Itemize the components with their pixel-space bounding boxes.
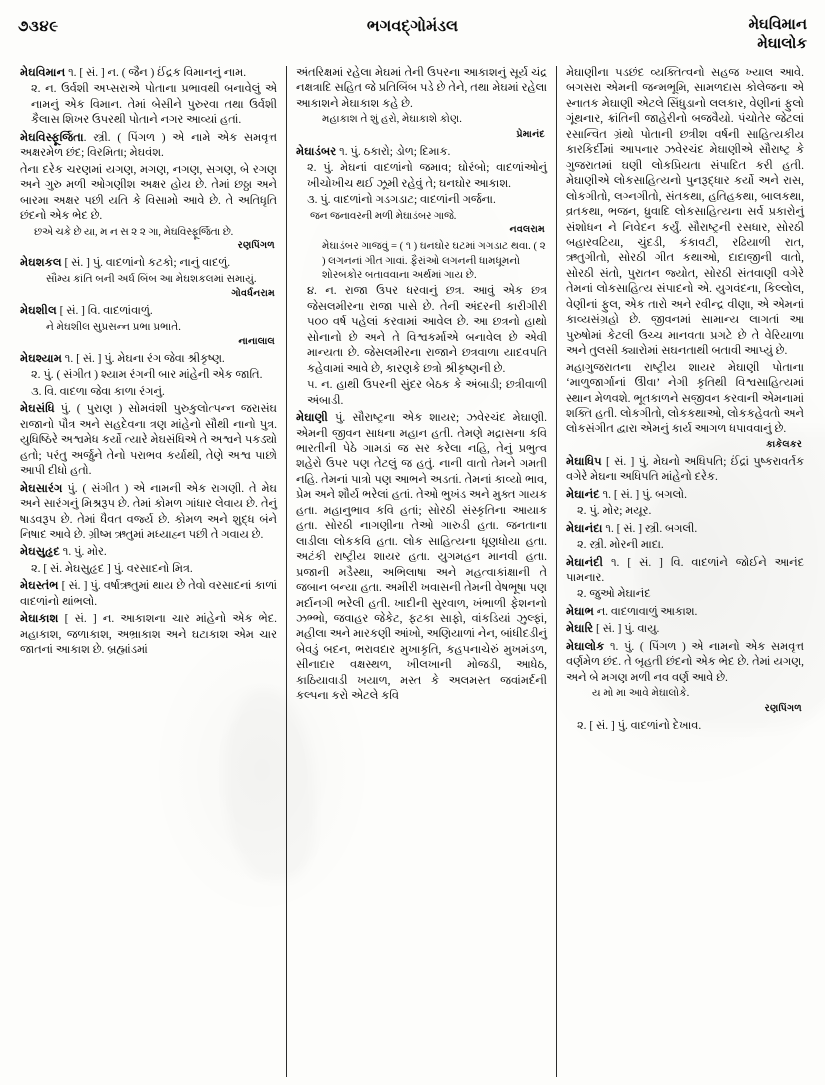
text-column-right: [556, 66, 813, 1077]
running-head: [748, 16, 807, 54]
citation-attribution: નવલરામ: [509, 224, 545, 236]
headword: મેઘાનંદ: [566, 488, 600, 501]
dictionary-entry: [566, 622, 804, 637]
entry-sense: ૨. સ્ત્રી. મોરની માદા.: [577, 539, 664, 552]
dictionary-entry: [20, 545, 277, 577]
dictionary-entry: [20, 482, 277, 544]
entry-headword-line: મેઘશીલ [ સં. ] વિ. વાદળાંવાળું.: [20, 305, 153, 318]
citation-attribution: પ્રેમાનંદ: [516, 128, 545, 140]
entry-headword-line: મેઘાણી પું. સૌરાષ્ટ્રના એક શાયર; ઝવેરચંદ મેઘાણી. એમની જીવન સાધના મહાન હતી. તેમણે મદ્રાસના કવિ ભારતીની પેઠે ગામડાં જ સર કરેલા નહિ, તેનું પ્રભુત્વ શહેરો ઉપર પણ તેટલું જ હતું. નાની વાતો તેમને ગમતી નહિ. તેમનાં પાત્રો પણ આભને અડતાં. તેમનાં કાવ્યો ભાવ, પ્રેમ અને શૌર્ય ભરેલાં હતાં. તેઓ ભુખંડ અને મુક્ત ગાયક હતા. મહાનુભાવ કવિ હતાં; સોરઠી સંસ્કૃતિના આયાક હતા. સોરઠી નાગણીના તેઓ ગારુડી હતા. જનતાના લાડીલા લોકકવિ હતા. લોક સાહિત્યના ધૂણધોયા હતા. અટંકી રાષ્ટ્રીય શાયર હતા. યુગમહન માનવી હતા. પ્રજાની મડૈસ્થા, અભિલાષા અને મહત્વાકાંક્ષાની તે જબાન બન્યા હતા. અમીરી ખવાસની તેમની વેષભૂષા પણ મર્દાનગી ભરેલી હતી. ખાદીની સુરવાળ, ખંભાળી ફેશનનો ઝભ્ભો, જવાહર જેકેટ, ફટકા સાફો, વાંકડિયાં ઝુલ્ફાં, મહીલા અને મારકણી આંખો, અણિયાળાં નેન, બાંધીદડીનું બેવડું બદન, ભરાવદાર મુખાકૃતિ, કહપનાચેરું મુખમંડળ, સીનાદાર વક્ષસ્થળ, ખીલખાની મોજડી, આધેઠ, કાઠિયાવાડી ખયાળ, મસ્ત કે અલમસ્ત જવાંમર્દની કલ્પના કરો એટલે કવિ: [296, 412, 547, 703]
entry-headword-line: મેઘવિમાન ૧. [ સં. ] ન. ( જૈન ) ઈંદ્રક વિમાનનું નામ.: [20, 67, 247, 79]
entry-headword-line: મેઘાધિપ [ સં. ] પું. મેઘનો અધિપતિ; ઈંદ્રાં પુષ્કરાવર્તક વગેરે મેઘના અધિપતિ માંહેનો દરેક.: [566, 455, 804, 484]
running-head-first-entry: મેઘવિમાન: [748, 17, 807, 33]
entry-headword-line: મેઘાનંદી ૧. [ સં. ] વિ. વાદળાંને જોઈને આનંદ પામનાર.: [566, 556, 804, 585]
dictionary-entry: [20, 131, 277, 254]
page-header: [0, 18, 825, 70]
entry-sense: ૫. ન. હાથી ઉપરની સુંદર બેઠક કે અંબાડી; છત્રીવાળી અંબાડી.: [307, 379, 547, 407]
dictionary-entry: [20, 612, 277, 658]
entry-headword-line: મેઘસારંગ પું. ( સંગીત ) એ નામની એક રાગણી. તે મેઘ અને સારંગનું મિશ્રરૂપ છે. તેમાં કોમળ ગાંધાર લેવાય છે. તેનું ષાડવરૂપ છે. તેમાં ધૈવત વર્જ્ય છે. કોમળ અને શુદ્ધ બંને નિષાદ આવે છે. ગ્રીષ્મ ઋતુમાં મધ્યાહ્ન પછી તે ગવાય છે.: [20, 482, 277, 541]
entry-sense: ૨. [ સં. મેઘસુહૃદ ] પું. વરસાદનો મિત્ર.: [31, 562, 193, 575]
dictionary-entry: [20, 579, 277, 610]
entry-sense: ૨. પું. મેઘનાં વાદળાંનો જમાવ; ઘોરંબો; વાદળાંઓનું ખીચોખીચ થઈ ઝૂમી રહેવું તે; ઘનઘોર આકાશ.: [307, 162, 547, 190]
citation-attribution: રણપિંગળ: [237, 240, 275, 252]
entry-headword-line: મેઘવિસ્ફૂર્જિતા. સ્ત્રી. ( પિંગળ ) એ નામે એક સમવૃત્ત અક્ષરમેળ છંદ; વિરમિતા; મેઘવંશ.: [20, 131, 277, 160]
headword: મેઘશકલ: [20, 257, 62, 270]
headword: મેઘાકાશ: [20, 613, 59, 626]
citation-attribution: નાનાલાલ: [238, 336, 275, 348]
entry-continuation: મેઘાણીના પડછંદ વ્યક્તિત્વનો સહજ ખ્યાલ આવે. બગસરા એમની જન્મભૂમિ, સામળદાસ કોલેજના એ સ્નાતક મેઘાણી એટલે સિંધુડાનો લલકાર, વેણીનાં ફુલો ગૂંથનાર, ક્રાંતિની જાહેરીનો બજવૈયો. પંચોતેર જેટલાં રસાન્વિત ગ્રંથો પોતાની છત્રીશ વર્ષની સાહિત્યકીય કારકિર્દીમાં આપનાર ઝવેરચંદ મેઘાણીએ સૌરાષ્ટ્ર કે ગુજરાતમાં ઘણી લોકપ્રિયતા સંપાદિત કરી હતી. મેઘાણીએ લોકસાહિત્યનો પુનરૂદ્ધાર કર્યો અને રાસ, લોકગીતો, લગ્નગીતો, સંતકથા, હતિહકથા, બાલકથા, વ્રતકથા, ભજન, ધ્રુવાદિ લોકસાહિત્યના સર્વ પ્રકારોનું સંશોધન ને નિવેદન કર્યું. સૌરાષ્ટ્રની રસધાર, સોરઠી બહારવટિયા, ચુંદડી, કંકાવટી, રઢિયાળી રાત, ઋતુગીતો, સોરઠી ગીત કથાઓ, દાદાજીની વાતો, સોરઠી સંતો, પુરાતન જ્યોત, સોરઠી સંતવાણી વગેરે તેમનાં લોકસાહિત્ય સંપાદનો એ. યુગવંદના, કિલ્લોલ, વેણીનાં ફુલ, એક તારો અને રવીન્દ્ર વીણા, એ એમનાં કાવ્યસંગ્રહો છે. જીવનમાં સામાન્ય લાગતાં આ પુરુષોમાં કેટલી ઉચ્ચ માનવતા પ્રગટે છે તે વેરિયાળા અને તુલસી ક્યારોમાં સઘનતાથી બતાવી આપ્યું છે.: [566, 67, 804, 358]
dictionary-entry: [566, 522, 804, 554]
dictionary-entry: [20, 304, 277, 349]
entry-headword-line: મેઘાડંબર ૧. પું. ઠકારો; ડોળ; દિમાક.: [296, 145, 451, 158]
dictionary-entry: [20, 256, 277, 301]
text-column-middle: [286, 66, 556, 1077]
entry-continuation: અંતરિક્ષમાં રહેલા મેઘમાં તેની ઉપરના આકાશનું સૂર્ય ચંદ્ર નક્ષત્રાદિ સહિત જે પ્રતિબિંબ પડે છે તેને, તથા મેઘમાં રહેલા આકાશને મેઘાકાશ કહે છે.: [296, 67, 547, 110]
dictionary-entry: [566, 66, 804, 452]
entry-continuation: તેના દરેક ચરણમાં યગણ, મગણ, નગણ, સગણ, બે રગણ અને ગુરુ મળી ઓગણીશ અક્ષર હોય છે. તેમાં છઠ્ઠા અને બારમા અક્ષર પછી યતિ કે વિસામો આવે છે. તે અતિધૃતિ છંદનો એક ભેદ છે.: [20, 163, 277, 223]
entry-headword-line: મેઘાલોક ૧. પું. ( પિંગળ ) એ નામનો એક સમવૃત્ત વર્ણમેળ છંદ. તે બૃહતી છંદનો એક ભેદ છે. તેમાં યગણ, અને બે મગણ મળી નવ વર્ણ આવે છે.: [566, 640, 804, 684]
entry-citation: છએ ચકે છે યા, મ ન સ ૨ ૨ ગા, મેઘવિસ્ફૂર્જિતા છે.: [34, 226, 234, 238]
headword: મેઘશ્યામ: [20, 353, 62, 366]
headword: મેઘાણી: [296, 412, 328, 425]
text-column-left: [14, 66, 286, 1077]
headword: મેઘાલોક: [566, 640, 605, 653]
citation-attribution: કાકેલકર: [766, 438, 802, 450]
entry-headword-line: મેઘશકલ [ સં. ] પું. વાદળાંનો કટકો; નાનું વાદળું.: [20, 257, 231, 270]
dictionary-entry: [566, 605, 804, 620]
entry-sense: ૨. [ સં. ] પું. વાદળાંનો દેખાવ.: [577, 719, 702, 732]
entry-sense: ૩. વિ. વાદળા જેવા કાળા રંગનું.: [31, 385, 165, 398]
entry-sense: ૨. પું. મોર; મયૂર.: [577, 505, 652, 518]
entry-sense: ૨. ન. ઉર્વશી અપ્સરાએ પોતાના પ્રભાવથી બનાવેલું એ નામનું એક વિમાન. તેમાં બેસીને પુરુરવા તથા ઉર્વશી કૈલાસ શિખર ઉપરથી પોતાને નગર આવ્યાં હતાં.: [31, 83, 277, 127]
entry-citation: મેઘાડંબર ગાજવું = ( ૧ ) ઘનઘોર ઘટમાં ગગડાટ થવા. ( ૨ ) લગનનાં ગીત ગાવાં. ફૈરાંઓ લગનની ધામધૂમનો શોરબકોર બતાવવાના અર્થમાં ગાય છે.: [322, 241, 546, 282]
entry-headword-line: મેઘસ્તંભ [ સં. ] પું. વર્ષાઋતુમાં થાય છે તેવો વરસાદનાં કાળાં વાદળાંનો થાંભલો.: [20, 580, 277, 608]
headword: મેઘાડંબર: [296, 145, 337, 158]
book-title: ભગવદ્ગોમંડલ: [366, 18, 459, 35]
entry-citation: ય મો મા આવે મેઘાલોકે.: [592, 688, 690, 700]
entry-headword-line: મેઘાનંદ ૧. [ સં. ] પું. બગલો.: [566, 488, 687, 501]
headword: મેઘશીલ: [20, 305, 57, 318]
entry-citation: ને મેઘશીલ સુપ્રસન્ન પ્રભા પ્રભાતે.: [46, 321, 181, 333]
dictionary-entry: [296, 145, 547, 409]
headword: મેઘસ્તંભ: [20, 580, 59, 593]
entry-sense: ૨. જુઓ મેઘાનંદ: [577, 588, 651, 601]
dictionary-entry: [566, 640, 804, 734]
dictionary-entry: [20, 352, 277, 400]
headword: મેઘવિસ્ફૂર્જિતા: [20, 131, 84, 144]
entry-headword-line: મેઘશ્યામ ૧. [ સં. ] પું. મેઘના રંગ જેવા શ્રીકૃષ્ણ.: [20, 353, 225, 366]
headword: મેઘારિ: [566, 623, 594, 636]
entry-citation: મહાકાશ તે શું હરો, મેઘાકાશે કોણ.: [322, 114, 462, 126]
dictionary-entry: [296, 66, 547, 142]
headword: મેઘાનંદી: [566, 556, 603, 569]
column-container: [14, 66, 813, 1077]
dictionary-entry: [296, 411, 547, 705]
page-number: ૭૩૪૯: [18, 19, 59, 35]
dictionary-entry: [566, 455, 804, 486]
entry-headword-line: મેઘાનંદા ૧. [ સં. ] સ્ત્રી. બગલી.: [566, 522, 698, 535]
entry-sense: ૪. ન. રાજા ઉપર ધરવાનું છત્ર. આવું એક છત્ર જેસલમીરના રાજા પાસે છે. તેની અંદરની કારીગીરી ૫૦૦ વર્ષ પહેલાં કરવામાં આવેલ છે. આ છત્રનો હાથો સોનાનો છે અને તે વિશ્વકર્માએ બનાવેલ છે એવી માન્યતા છે. જેસલમીરના રાજાને છત્રવાળા યાદવપતિ કહેવામાં આવે છે, કારણકે છત્રો શ્રીકૃષ્ણની છે.: [307, 285, 547, 375]
dictionary-entry: [20, 402, 277, 479]
running-head-last-entry: મેઘાલોક: [757, 36, 807, 53]
dictionary-entry: [20, 66, 277, 129]
dictionary-entry: [566, 556, 804, 603]
headword: મેઘાધિપ: [566, 455, 602, 468]
entry-headword-line: મેઘારિ [ સં. ] પું. વાયુ.: [566, 623, 660, 636]
entry-headword-line: મેઘાભ ન. વાદળાવાળું આકાશ.: [566, 605, 698, 618]
headword: મેઘાભ: [566, 605, 594, 618]
citation-attribution: ગોવર્ધનરામ: [231, 288, 275, 300]
headword: મેઘવિમાન: [20, 67, 66, 79]
entry-citation: સૌમ્ય કાંતિ બની અર્ધ બિંબ આ મેઘશકલમાં સમાયું.: [46, 273, 257, 285]
entry-headword-line: મેઘસંધિ પું. ( પુરાણ ) સોમવંશી પુરુકુલોત્પન્ન જરાસંઘ રાજાનો પૌત્ર અને સહદેવના ત્રણ માંહેનો સૌથી નાનો પુત્ર. યુધિષ્ઠિરે અશ્વમેધ કર્યો ત્યારે મેઘસંધિએ તે અશ્વને પકડ્યો હતો; પરંતુ અર્જુને તેનો પરાભવ કર્યાથી, તેણે અશ્વ પાછો આપી દીધો હતો.: [20, 403, 277, 478]
citation-attribution: રણપિંગળ: [764, 702, 802, 714]
entry-sense: ૩. પું. વાદળાંનો ગડગડાટ; વાદળાંની ગર્જના.: [307, 194, 496, 207]
entry-sense: ૨. પું. ( સંગીત ) શ્યામ રંગની બાર માંહેની એક જાતિ.: [31, 369, 263, 382]
headword: મેઘસારંગ: [20, 482, 63, 495]
entry-headword-line: મેઘાકાશ [ સં. ] ન. આકાશના ચાર માંહેનો એક ભેદ. મહાકાશ, જળાકાશ, અભ્રાકાશ અને ઘટાકાશ એમ ચાર જાતનાં આકાશ છે. બ્રહ્માંડમાં: [20, 613, 277, 657]
entry-headword-line: મેઘસુહૃદ ૧. પું. મોર.: [20, 546, 107, 559]
headword: મેઘસુહૃદ: [20, 546, 60, 559]
headword: મેઘસંધિ: [20, 403, 55, 416]
headword: મેઘાનંદા: [566, 522, 603, 535]
dictionary-entry: [566, 488, 804, 520]
entry-citation: જન જનાવરની મળી મેઘાડંબર ગાજે.: [310, 210, 457, 222]
entry-continuation: મહાગુજરાતના રાષ્ટ્રીય શાયર મેઘાણી પોતાના ‘માળુજાર્ગાનાં ઉીવા’ નેગી કૃતિથી વિશ્વસાહિત્યમાં સ્થાન મેળવશે. ભૂતકાળને સજીવન કરવાની એમનામાં શક્તિ હતી. લોકગીતો, લોકકથાઓ, લોકકહેવતો અને લોકસંગીત દ્વારા એમનું કાર્ય આગળ ધપાવવાનું છે.: [566, 361, 804, 436]
